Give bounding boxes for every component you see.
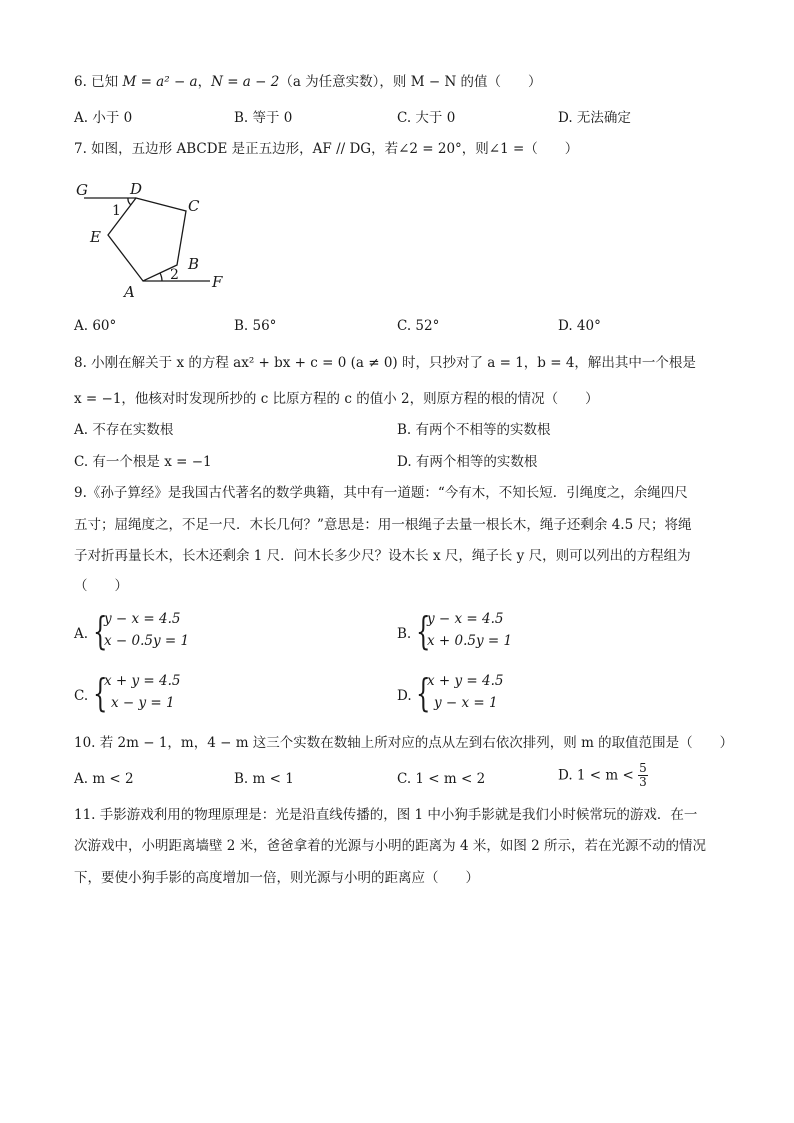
q11-line1: 11. 手影游戏利用的物理原理是：光是沿直线传播的，图 1 中小狗手影就是我们小时候常玩的游戏．在一 <box>74 807 698 823</box>
q9-option-d-brace: { <box>416 671 431 715</box>
q9-option-c-eq1: x + y = 4.5 <box>104 673 181 689</box>
q10-option-d-denominator: 3 <box>639 775 647 789</box>
q7-option-c: C. 52° <box>397 318 440 334</box>
q8-option-a: A. 不存在实数根 <box>74 422 174 438</box>
label-angle-1: 1 <box>112 203 121 219</box>
q9-line3: 子对折再量长木，长木还剩余 1 尺．问木长多少尺？设木长 x 尺，绳子长 y 尺，则可以列出的方程组为 <box>74 548 691 564</box>
q7-option-b: B. 56° <box>234 318 277 334</box>
q9-line4: （ ） <box>74 578 128 594</box>
q11-line2: 次游戏中，小明距离墙壁 2 米，爸爸拿着的光源与小明的距离为 4 米，如图 2 所示，若在光源不动的情况 <box>74 838 707 854</box>
label-c: C <box>188 197 200 215</box>
q9-option-a-eq2: x − 0.5y = 1 <box>104 633 190 649</box>
q9-option-c-brace: { <box>93 671 108 715</box>
q9-option-c-system <box>104 670 181 714</box>
q10-option-c: C. 1 < m < 2 <box>397 771 486 787</box>
q8-line2: x = −1，他核对时发现所抄的 c 比原方程的 c 的值小 2，则原方程的根的情况（ ） <box>74 391 599 407</box>
q10-option-d-fraction <box>638 762 648 789</box>
q9-option-c-label: C. <box>74 688 89 704</box>
q8-line1: 8. 小刚在解关于 x 的方程 ax² + bx + c = 0 (a ≠ 0) 时，只抄对了 a = 1，b = 4，解出其中一个根是 <box>74 355 696 371</box>
label-angle-2: 2 <box>170 267 179 283</box>
q6-sep: ， <box>197 74 212 90</box>
angle-1-arc <box>128 198 131 205</box>
q6-stem <box>74 73 542 91</box>
q8-option-d: D. 有两个相等的实数根 <box>397 454 538 470</box>
label-b: B <box>188 255 200 273</box>
q6-stem-b: （a 为任意实数），则 M − N 的值（ ） <box>279 74 542 90</box>
label-e: E <box>90 228 101 246</box>
q9-option-d-system <box>427 670 504 714</box>
q6-option-a: A. 小于 0 <box>74 110 133 126</box>
label-f: F <box>212 273 223 291</box>
q10-option-b: B. m < 1 <box>234 771 294 787</box>
q9-option-a-brace: { <box>93 609 108 653</box>
q9-option-a-system <box>104 608 189 652</box>
q9-option-b-eq1: y − x = 4.5 <box>427 611 504 627</box>
q10-option-a: A. m < 2 <box>74 771 134 787</box>
label-d: D <box>130 180 143 198</box>
q9-option-d-label: D. <box>397 688 412 704</box>
label-g: G <box>76 181 88 199</box>
q9-option-b-system <box>427 608 512 652</box>
q10-option-d <box>558 762 648 789</box>
q6-option-b: B. 等于 0 <box>234 110 293 126</box>
q11-line3: 下，要使小狗手影的高度增加一倍，则光源与小明的距离应（ ） <box>74 870 479 886</box>
q6-option-d: D. 无法确定 <box>558 110 631 126</box>
q9-option-d-eq2: y − x = 1 <box>434 695 498 711</box>
q10-option-d-numerator: 5 <box>639 761 647 775</box>
q7-pentagon-figure <box>70 175 240 305</box>
angle-2-arc <box>160 273 162 281</box>
q8-option-c: C. 有一个根是 x = −1 <box>74 454 212 470</box>
q6-stem-a: 6. 已知 <box>74 74 119 90</box>
q6-expr-n: N = a − 2 <box>211 74 280 90</box>
q7-option-a: A. 60° <box>74 318 117 334</box>
q9-option-b-brace: { <box>416 609 431 653</box>
q9-option-b-eq2: x + 0.5y = 1 <box>427 633 513 649</box>
q9-option-a-eq1: y − x = 4.5 <box>104 611 181 627</box>
q7-option-d: D. 40° <box>558 318 601 334</box>
q7-stem: 7. 如图，五边形 ABCDE 是正五边形，AF // DG，若∠2 = 20°，则∠1 =（ ） <box>74 141 579 157</box>
q10-stem: 10. 若 2m − 1，m，4 − m 这三个实数在数轴上所对应的点从左到右依次排列，则 m 的取值范围是（ ） <box>74 735 734 751</box>
q6-option-c: C. 大于 0 <box>397 110 456 126</box>
q9-option-b-label: B. <box>397 626 412 642</box>
q10-option-d-prefix: D. 1 < m < <box>558 767 634 784</box>
q8-option-b: B. 有两个不相等的实数根 <box>397 422 551 438</box>
q9-line2: 五寸；屈绳度之，不足一尺．木长几何？”意思是：用一根绳子去量一根长木，绳子还剩余 4.5 尺；将绳 <box>74 517 692 533</box>
q9-option-d-eq1: x + y = 4.5 <box>427 673 504 689</box>
q9-option-a-label: A. <box>74 626 89 642</box>
q9-option-c-eq2: x − y = 1 <box>111 695 175 711</box>
q6-expr-m: M = a² − a <box>122 74 198 90</box>
q9-line1: 9.《孙子算经》是我国古代著名的数学典籍，其中有一道题：“今有木，不知长短．引绳度之，余绳四尺 <box>74 485 688 501</box>
label-a: A <box>124 283 135 301</box>
